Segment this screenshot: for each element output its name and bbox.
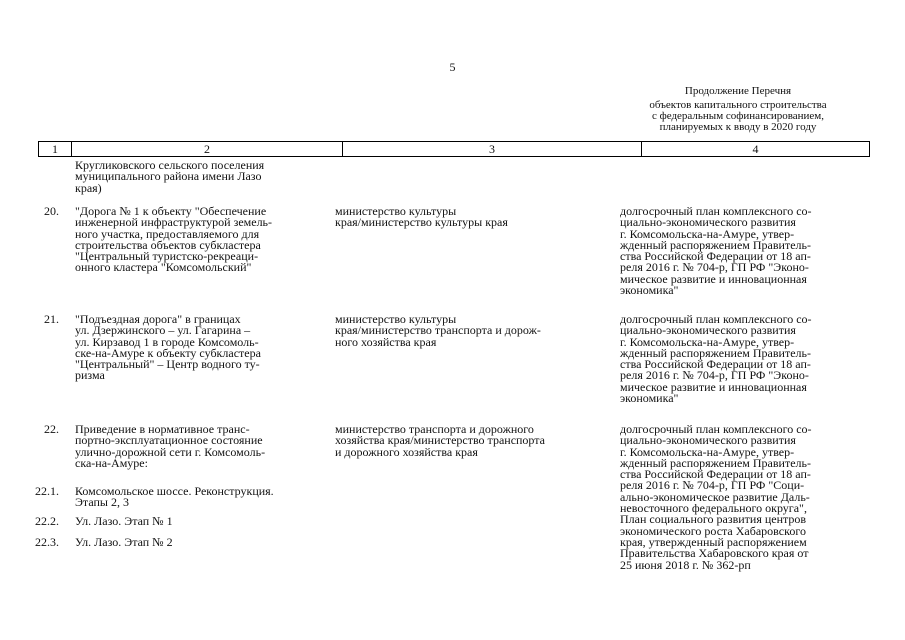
continuation-line: объектов капитального строительства [649, 99, 827, 111]
continuation-note [608, 86, 868, 133]
subrow-number: 22.3. [35, 535, 59, 549]
column-header-1: 1 [38, 142, 71, 156]
ministry-name: министерство культуры края/министерство культуры края [335, 204, 508, 230]
subrow-object: Ул. Лазо. Этап № 2 [75, 535, 173, 549]
subrow-object: Ул. Лазо. Этап № 1 [75, 514, 173, 528]
object-name: "Дорога № 1 к объекту "Обеспечение инженерной инфраструктурой земель- ного участка, предоставляемого для строительства объектов субкластера "Центральный туристско-рекреаци- онного кластера "Комсомольский" [75, 204, 273, 275]
basis-text: долгосрочный план комплексного со- циально-экономического развития г. Комсомольска-на-Амуре, утвер- жденный распоряжением Правитель- ства Российской Федерации от 18 ап- реля 2016 г. № 704-р, ГП РФ "Эконо- мическое развитие и инновационная экономика" [620, 312, 812, 406]
table-header [38, 141, 870, 157]
page-number: 5 [449, 60, 456, 74]
column-header-4: 4 [641, 142, 870, 156]
continuation-line: с федеральным софинансированием, [651, 110, 825, 122]
subrow-number: 22.1. [35, 484, 59, 498]
subrow-object: Комсомольское шоссе. Реконструкция. Этапы 2, 3 [75, 484, 274, 510]
continuation-title: Продолжение Перечня [684, 85, 792, 97]
ministry-name: министерство транспорта и дорожного хозяйства края/министерство транспорта и дорожного хозяйства края [335, 422, 545, 459]
ministry-name: министерство культуры края/министерство транспорта и дорож- ного хозяйства края [335, 312, 541, 349]
row-number: 20. [44, 204, 59, 218]
subrow-number: 22.2. [35, 514, 59, 528]
row-number: 22. [44, 422, 59, 436]
column-header-3: 3 [342, 142, 641, 156]
row-number: 21. [44, 312, 59, 326]
object-name: Приведение в нормативное транс- портно-эксплуатационное состояние улично-дорожной сети г. Комсомоль- ска-на-Амуре: [75, 422, 266, 470]
column-header-2: 2 [71, 142, 342, 156]
object-name: "Подъездная дорога" в границах ул. Дзержинского – ул. Гагарина – ул. Кирзавод 1 в городе Комсомоль- ске-на-Амуре к объекту субкластера "Центральный" – Центр водного ту- ризма [75, 312, 261, 383]
continuation-line: планируемых к вводу в 2020 году [659, 121, 817, 133]
basis-text: долгосрочный план комплексного со- циально-экономического развития г. Комсомольска-на-Амуре, утвер- жденный распоряжением Правитель- ства Российской Федерации от 18 ап- реля 2016 г. № 704-р, ГП РФ "Соци- ально-экономическое развитие Даль- невосточного федерального округа", План социального развития центров экономического роста Хабаровского края, утвержденный распоряжением Правительства Хабаровского края от 25 июня 2018 г. № 362-рп [620, 422, 812, 572]
carryover-text: Кругликовского сельского поселения муниципального района имени Лазо края) [75, 158, 265, 195]
basis-text: долгосрочный план комплексного со- циально-экономического развития г. Комсомольска-на-Амуре, утвер- жденный распоряжением Правитель- ства Российской Федерации от 18 ап- реля 2016 г. № 704-р, ГП РФ "Эконо- мическое развитие и инновационная экономика" [620, 204, 812, 298]
